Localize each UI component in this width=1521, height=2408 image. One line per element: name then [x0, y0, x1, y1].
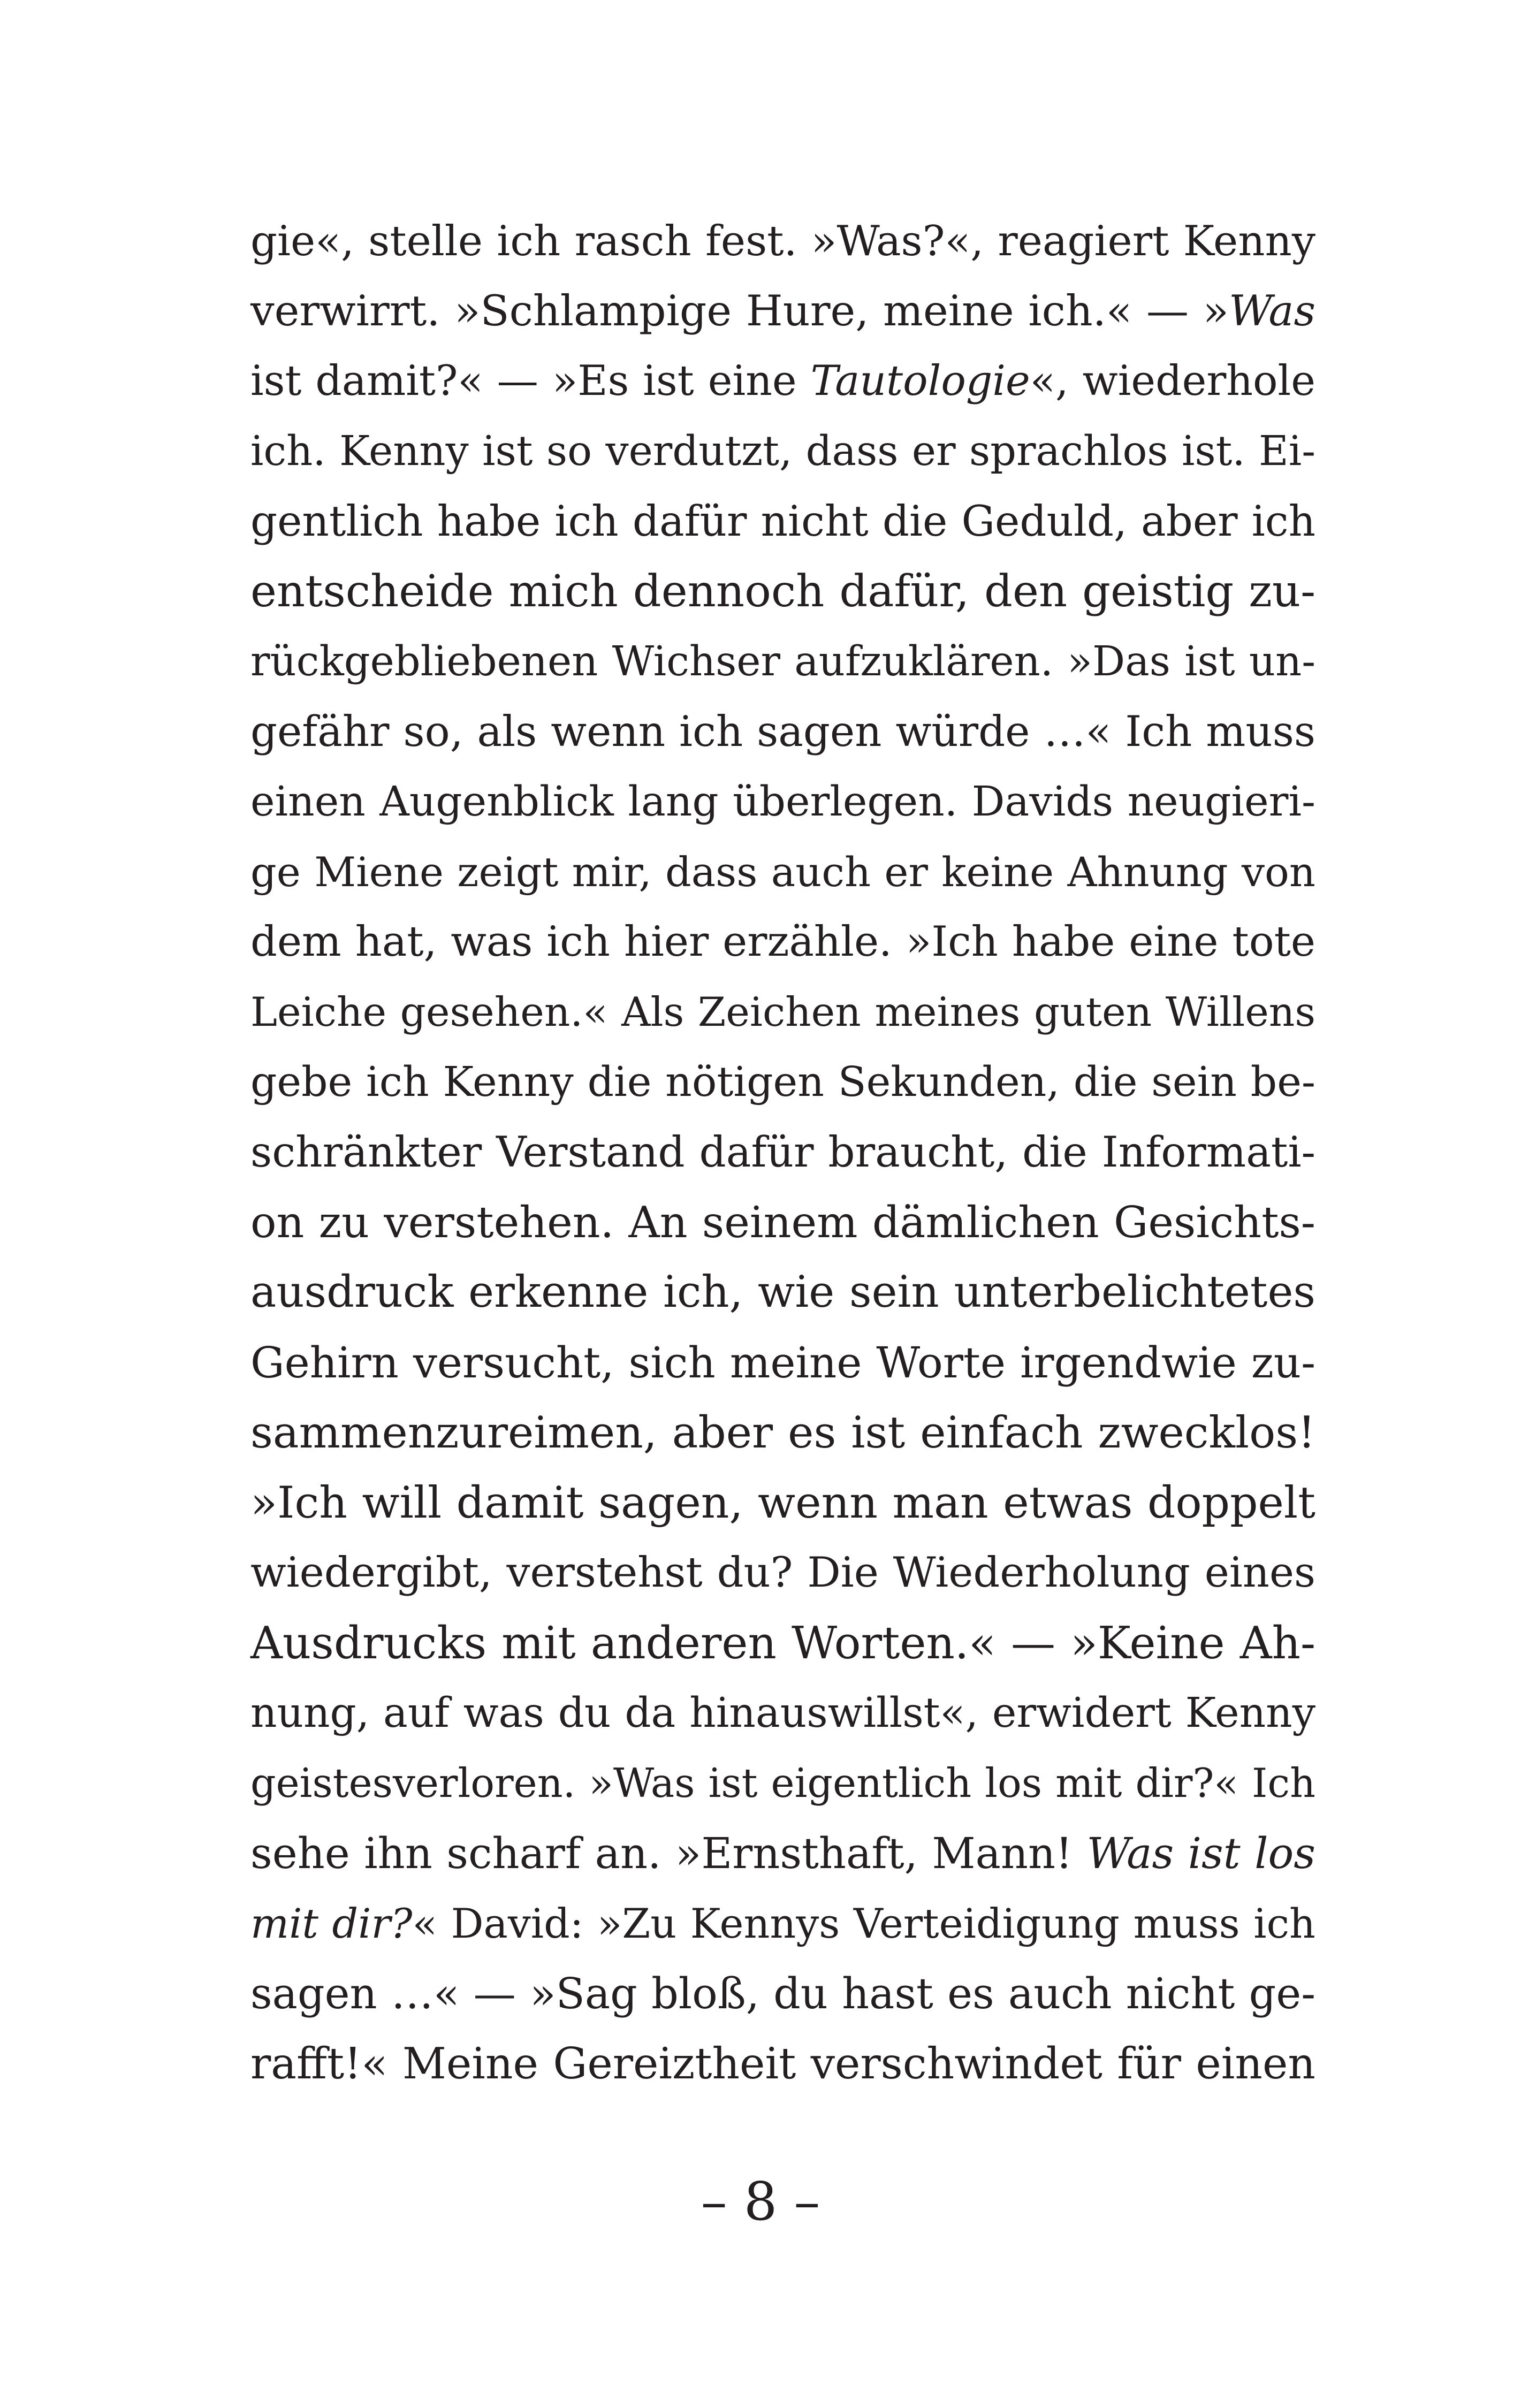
text-segment: schränkter Verstand dafür braucht, die Informati- — [250, 1128, 1315, 1177]
text-segment: ist damit?« — »Es ist eine — [250, 357, 811, 405]
text-segment: gebe ich Kenny die nötigen Sekunden, die sein be- — [250, 1058, 1315, 1106]
text-line — [250, 1538, 1315, 1608]
text-line — [250, 767, 1315, 837]
text-line — [250, 837, 1315, 907]
text-segment: ge Miene zeigt mir, dass auch er keine Ahnung von — [250, 848, 1315, 896]
text-segment: Gehirn versucht, sich meine Worte irgendwie zu- — [250, 1338, 1315, 1388]
text-segment: Leiche gesehen.« Als Zeichen meines guten Willens — [250, 988, 1315, 1035]
italic-text: mit dir? — [250, 1900, 413, 1947]
text-segment: ausdruck erkenne ich, wie sein unterbelichtetes — [250, 1267, 1315, 1317]
text-segment: wiedergibt, verstehst du? Die Wiederholung eines — [250, 1549, 1315, 1597]
text-segment: »Ich will damit sagen, wenn man etwas doppelt — [250, 1477, 1315, 1528]
text-line — [250, 276, 1315, 346]
text-segment: entscheide mich dennoch dafür, den geistig zu- — [250, 566, 1315, 617]
italic-text: Was — [1229, 286, 1315, 336]
text-segment: gefähr so, als wenn ich sagen würde …« Ich muss — [250, 707, 1315, 756]
text-segment: «, wiederhole — [1030, 357, 1315, 405]
text-segment: gentlich habe ich dafür nicht die Geduld, aber ich — [250, 497, 1315, 546]
text-line — [250, 416, 1315, 486]
text-line — [250, 1047, 1315, 1117]
text-line — [250, 907, 1315, 977]
text-line — [250, 1258, 1315, 1328]
text-line — [250, 1608, 1315, 1678]
text-segment: « David: »Zu Kennys Verteidigung muss ich — [412, 1900, 1316, 1947]
text-segment: sammenzureimen, aber es ist einfach zwecklos! — [250, 1407, 1315, 1458]
text-segment: geistesverloren. »Was ist eigentlich los mit dir?« Ich — [250, 1760, 1315, 1807]
text-segment: Ausdrucks mit anderen Worten.« — »Keine Ah- — [250, 1617, 1315, 1669]
text-segment: verwirrt. »Schlampige Hure, meine ich.« — » — [250, 286, 1229, 336]
text-segment: gie«, stelle ich rasch fest. »Was?«, reagiert Kenny — [250, 217, 1315, 265]
text-segment: dem hat, was ich hier erzähle. »Ich habe eine tote — [250, 918, 1315, 966]
text-segment: sagen …« — »Sag bloß, du hast es auch nicht ge- — [250, 1969, 1315, 2018]
italic-text: Tautologie — [810, 357, 1030, 405]
text-line — [250, 697, 1315, 767]
text-line — [250, 206, 1315, 276]
text-segment: ich. Kenny ist so verdutzt, dass er sprachlos ist. Ei- — [250, 428, 1315, 475]
text-line — [250, 1398, 1315, 1468]
text-segment: rückgebliebenen Wichser aufzuklären. »Das ist un- — [250, 638, 1315, 685]
text-line — [250, 1888, 1315, 1959]
text-line — [250, 557, 1315, 627]
text-line — [250, 1187, 1315, 1258]
text-line — [250, 346, 1315, 416]
text-line — [250, 1678, 1315, 1748]
text-line — [250, 1117, 1315, 1187]
text-line — [250, 1748, 1315, 1818]
body-text — [250, 206, 1315, 2099]
text-segment: nung, auf was du da hinauswillst«, erwidert Kenny — [250, 1689, 1315, 1737]
italic-text: Was ist los — [1086, 1828, 1315, 1878]
text-line — [250, 2029, 1315, 2099]
text-line — [250, 977, 1315, 1047]
text-line — [250, 1818, 1315, 1888]
text-segment: rafft!« Meine Gereiztheit verschwindet für einen — [250, 2039, 1315, 2089]
text-line — [250, 1468, 1315, 1538]
text-line — [250, 486, 1315, 557]
text-segment: sehe ihn scharf an. »Ernsthaft, Mann! — [250, 1828, 1087, 1878]
text-line — [250, 1328, 1315, 1398]
page-number: – 8 – — [701, 2171, 820, 2232]
text-line — [250, 627, 1315, 697]
text-segment: on zu verstehen. An seinem dämlichen Gesichts- — [250, 1197, 1315, 1247]
text-line — [250, 1959, 1315, 2029]
text-segment: einen Augenblick lang überlegen. Davids neugieri- — [250, 778, 1315, 826]
